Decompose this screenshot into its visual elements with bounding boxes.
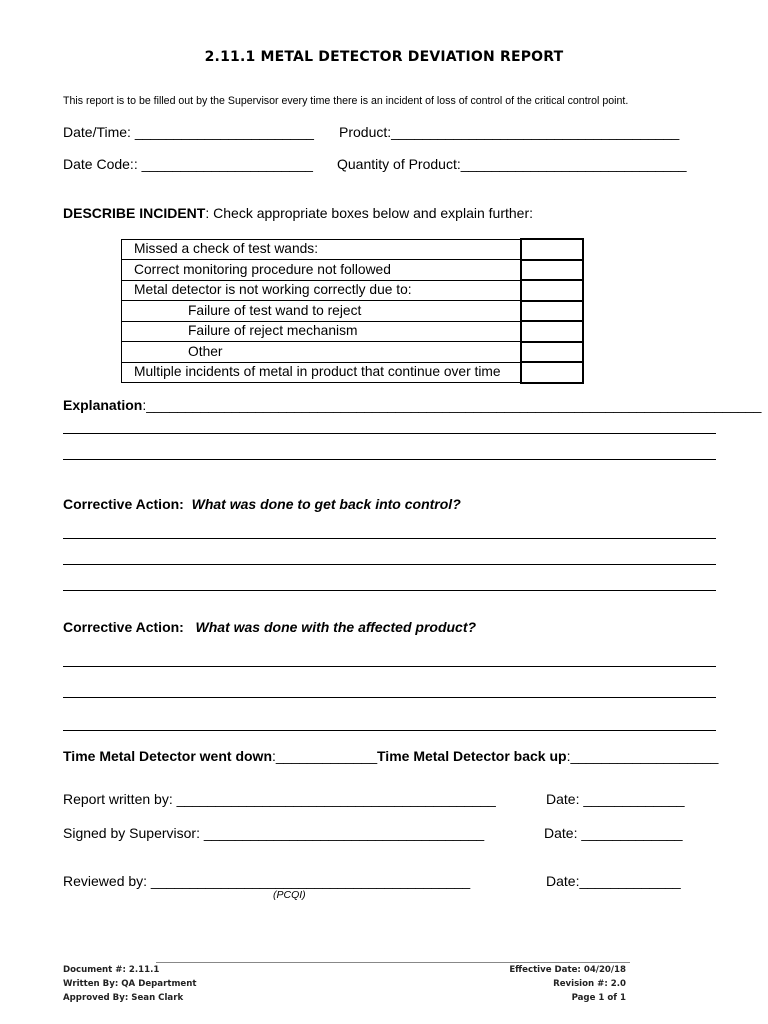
footer-divider (156, 962, 630, 963)
downtime-field[interactable] (63, 748, 377, 764)
corrective-action-question: What was done with the affected product? (195, 619, 477, 635)
incident-label: Metal detector is not working correctly due to: (122, 280, 522, 301)
incident-row (122, 321, 584, 342)
incident-label: Correct monitoring procedure not followed (122, 260, 522, 281)
incident-row (122, 362, 584, 383)
intro-text: This report is to be filled out by the Supervisor every time there is an incident of loss of control of the critical control point. (63, 95, 629, 107)
signed-by-supervisor-field[interactable]: Signed by Supervisor: ____________________________________ (63, 825, 485, 841)
corrective-control-line-1[interactable] (63, 538, 716, 539)
corrective-action-label: Corrective Action: (63, 619, 184, 635)
incident-checkbox[interactable] (521, 342, 583, 363)
incident-label: Multiple incidents of metal in product that continue over time (122, 362, 522, 383)
backup-time-label: Time Metal Detector back up (377, 748, 567, 764)
corrective-action-control (63, 496, 461, 512)
date-time-field[interactable]: Date/Time: _______________________ (63, 124, 314, 140)
corrective-product-line-3[interactable] (63, 730, 716, 731)
incident-checkbox[interactable] (521, 321, 583, 342)
incident-row (122, 342, 584, 363)
backup-time-field[interactable] (377, 748, 718, 764)
incident-label: Failure of test wand to reject (122, 301, 522, 322)
incident-checkbox[interactable] (521, 239, 583, 260)
date-code-field[interactable]: Date Code:: ______________________ (63, 156, 313, 172)
footer-approved-by: Approved By: Sean Clark (63, 993, 184, 1003)
footer-document-number: Document #: 2.11.1 (63, 965, 160, 975)
footer-page-number: Page 1 of 1 (571, 993, 626, 1003)
corrective-action-label: Corrective Action: (63, 496, 184, 512)
incident-row (122, 260, 584, 281)
explanation-line-3[interactable] (63, 459, 716, 460)
corrective-control-line-3[interactable] (63, 590, 716, 591)
incident-row (122, 239, 584, 260)
reviewed-date-field[interactable]: Date:_____________ (546, 873, 681, 889)
downtime-label: Time Metal Detector went down (63, 748, 272, 764)
incident-checkbox[interactable] (521, 280, 583, 301)
corrective-product-line-1[interactable] (63, 666, 716, 667)
explanation-line-2[interactable] (63, 433, 716, 434)
corrective-action-product (63, 619, 476, 635)
pcqi-note: (PCQI) (273, 889, 306, 901)
explanation-label: Explanation (63, 397, 143, 413)
footer-revision: Revision #: 2.0 (553, 979, 626, 989)
signed-date-field[interactable]: Date: _____________ (544, 825, 683, 841)
reviewed-by-field[interactable]: Reviewed by: _________________________________________ (63, 873, 471, 889)
explanation-field[interactable] (63, 397, 761, 413)
footer-written-by: Written By: QA Department (63, 979, 197, 989)
downtime-line: :_____________ (272, 748, 378, 764)
corrective-action-question: What was done to get back into control? (191, 496, 461, 512)
page-title: 2.11.1 METAL DETECTOR DEVIATION REPORT (204, 49, 564, 65)
describe-incident-label: DESCRIBE INCIDENT (63, 205, 206, 221)
corrective-control-line-2[interactable] (63, 564, 716, 565)
describe-incident-heading (63, 205, 533, 221)
incident-checkbox[interactable] (521, 260, 583, 281)
backup-time-line: :___________________ (566, 748, 719, 764)
incident-label: Failure of reject mechanism (122, 321, 522, 342)
footer-effective-date: Effective Date: 04/20/18 (509, 965, 626, 975)
report-written-by-field[interactable]: Report written by: _________________________________________ (63, 791, 496, 807)
incident-checkbox[interactable] (521, 362, 583, 383)
describe-incident-instruction: : Check appropriate boxes below and explain further: (205, 205, 533, 221)
written-date-field[interactable]: Date: _____________ (546, 791, 685, 807)
explanation-line: :_______________________________________________________________________________ (142, 397, 762, 413)
incident-checkbox[interactable] (521, 301, 583, 322)
incident-label: Missed a check of test wands: (122, 239, 522, 260)
incident-row (122, 301, 584, 322)
incident-checklist (121, 238, 584, 384)
incident-label: Other (122, 342, 522, 363)
product-field[interactable]: Product:_____________________________________ (339, 124, 680, 140)
incident-row (122, 280, 584, 301)
quantity-field[interactable]: Quantity of Product:_____________________________ (337, 156, 687, 172)
corrective-product-line-2[interactable] (63, 697, 716, 698)
